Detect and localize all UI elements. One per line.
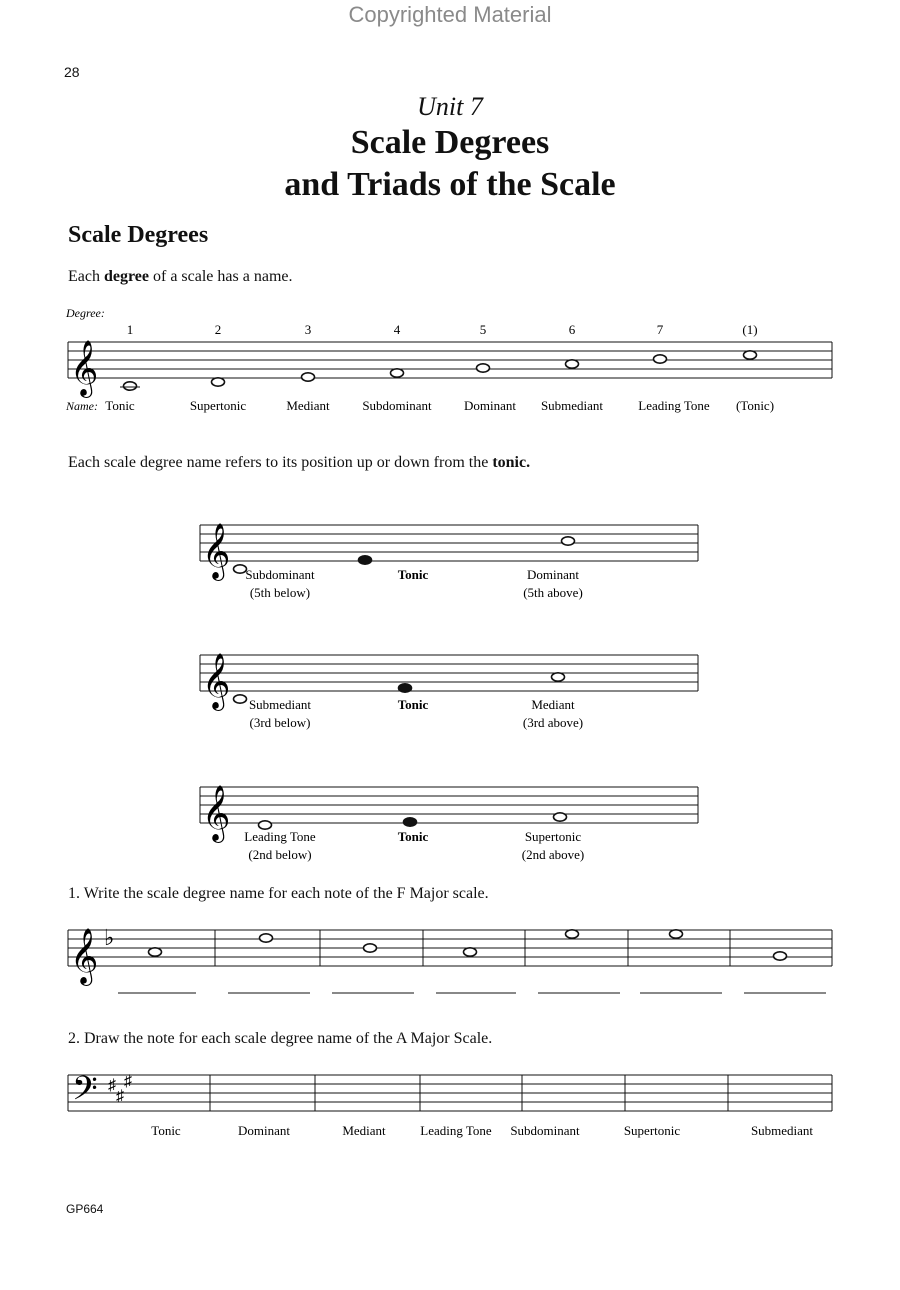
whole-note xyxy=(566,930,579,938)
whole-note xyxy=(124,382,137,390)
question-1: 1. Write the scale degree name for each note of the F Major scale. xyxy=(68,885,489,902)
degree-number: 7 xyxy=(656,322,664,337)
flat-icon: ♭ xyxy=(104,925,115,950)
example-label: Tonic xyxy=(397,697,429,712)
unit-heading: Unit 7 xyxy=(417,92,483,121)
sharp-icon: ♯ xyxy=(124,1073,132,1090)
scale-degree-name: Tonic xyxy=(151,1123,181,1138)
treble-clef-icon: 𝄞 xyxy=(202,655,231,708)
treble-clef-icon: 𝄞 xyxy=(202,787,231,840)
scale-degree-name: Subdominant xyxy=(510,1123,580,1138)
whole-note xyxy=(391,369,404,377)
scale-degree-name: Subdominant xyxy=(362,398,432,413)
section-title: Scale Degrees xyxy=(68,222,209,248)
whole-note xyxy=(359,556,372,564)
degree-number: 4 xyxy=(393,322,401,337)
example-sublabel: (2nd above) xyxy=(521,847,585,862)
example-label: Leading Tone xyxy=(244,829,316,844)
whole-note xyxy=(234,695,247,703)
position-text: Each scale degree name refers to its position up or down from the tonic. xyxy=(68,454,531,471)
scale-degree-name: Mediant xyxy=(342,1123,386,1138)
whole-note xyxy=(399,684,412,692)
scale-degree-name: Supertonic xyxy=(189,398,247,413)
whole-note xyxy=(302,373,315,381)
example-staff xyxy=(200,786,698,862)
sharp-icon: ♯ xyxy=(108,1077,116,1094)
copyright-watermark: Copyrighted Material xyxy=(348,2,552,27)
scale-degree-name: Tonic xyxy=(105,398,135,413)
whole-note xyxy=(774,952,787,960)
example-label: Supertonic xyxy=(524,829,582,844)
example-label: Tonic xyxy=(397,829,429,844)
whole-note xyxy=(670,930,683,938)
whole-note xyxy=(212,378,225,386)
whole-note xyxy=(404,818,417,826)
intro-text: Each degree of a scale has a name. xyxy=(68,268,293,285)
scale-degree-name: Leading Tone xyxy=(420,1123,492,1138)
whole-note xyxy=(562,537,575,545)
question-2: 2. Draw the note for each scale degree name of the A Major Scale. xyxy=(68,1030,493,1047)
example-sublabel: (3rd above) xyxy=(522,715,584,730)
example-staff xyxy=(200,654,698,730)
scale-degree-name: Submediant xyxy=(750,1123,814,1138)
degree-number: (1) xyxy=(742,322,758,337)
whole-note xyxy=(259,821,272,829)
whole-note xyxy=(149,948,162,956)
whole-note xyxy=(654,355,667,363)
scale-degrees-staff xyxy=(60,300,850,430)
scale-degree-name: Submediant xyxy=(540,398,604,413)
treble-clef-icon: 𝄞 xyxy=(70,930,99,983)
whole-note xyxy=(464,948,477,956)
example-sublabel: (3rd below) xyxy=(249,715,311,730)
degree-number: 5 xyxy=(479,322,487,337)
degree-number: 6 xyxy=(568,322,576,337)
page-title-line2: and Triads of the Scale xyxy=(284,166,616,203)
whole-note xyxy=(566,360,579,368)
whole-note xyxy=(364,944,377,952)
page-number: 28 xyxy=(64,64,80,80)
example-label: Subdominant xyxy=(245,567,315,582)
page-title-line1: Scale Degrees xyxy=(350,124,550,161)
scale-degree-name: Dominant xyxy=(238,1123,290,1138)
degree-label: Degree: xyxy=(66,306,105,320)
example-label: Dominant xyxy=(527,567,579,582)
example-staff xyxy=(200,524,698,600)
treble-clef-icon: 𝄞 xyxy=(202,525,231,578)
whole-note xyxy=(744,351,757,359)
example-label: Submediant xyxy=(248,697,312,712)
example-label: Tonic xyxy=(397,567,429,582)
scale-degree-name: Mediant xyxy=(286,398,330,413)
scale-degree-name: Leading Tone xyxy=(638,398,710,413)
example-sublabel: (2nd below) xyxy=(248,847,312,862)
f-major-staff xyxy=(60,915,850,1005)
degree-number: 3 xyxy=(304,322,312,337)
name-label: Name: xyxy=(66,399,98,413)
sharp-icon: ♯ xyxy=(116,1088,124,1105)
example-sublabel: (5th above) xyxy=(523,585,583,600)
degree-number: 1 xyxy=(126,322,134,337)
treble-clef-icon: 𝄞 xyxy=(70,342,99,395)
whole-note xyxy=(554,813,567,821)
whole-note xyxy=(552,673,565,681)
a-major-staff xyxy=(60,1065,850,1150)
scale-degree-name: Supertonic xyxy=(623,1123,681,1138)
tonic-examples xyxy=(195,505,705,875)
footer-code: GP664 xyxy=(66,1202,104,1216)
scale-degree-name: (Tonic) xyxy=(735,398,775,413)
example-label: Mediant xyxy=(531,697,575,712)
whole-note xyxy=(477,364,490,372)
degree-number: 2 xyxy=(214,322,222,337)
whole-note xyxy=(260,934,273,942)
scale-degree-name: Dominant xyxy=(464,398,516,413)
bass-clef-icon: 𝄢 xyxy=(72,1070,98,1115)
example-sublabel: (5th below) xyxy=(249,585,311,600)
